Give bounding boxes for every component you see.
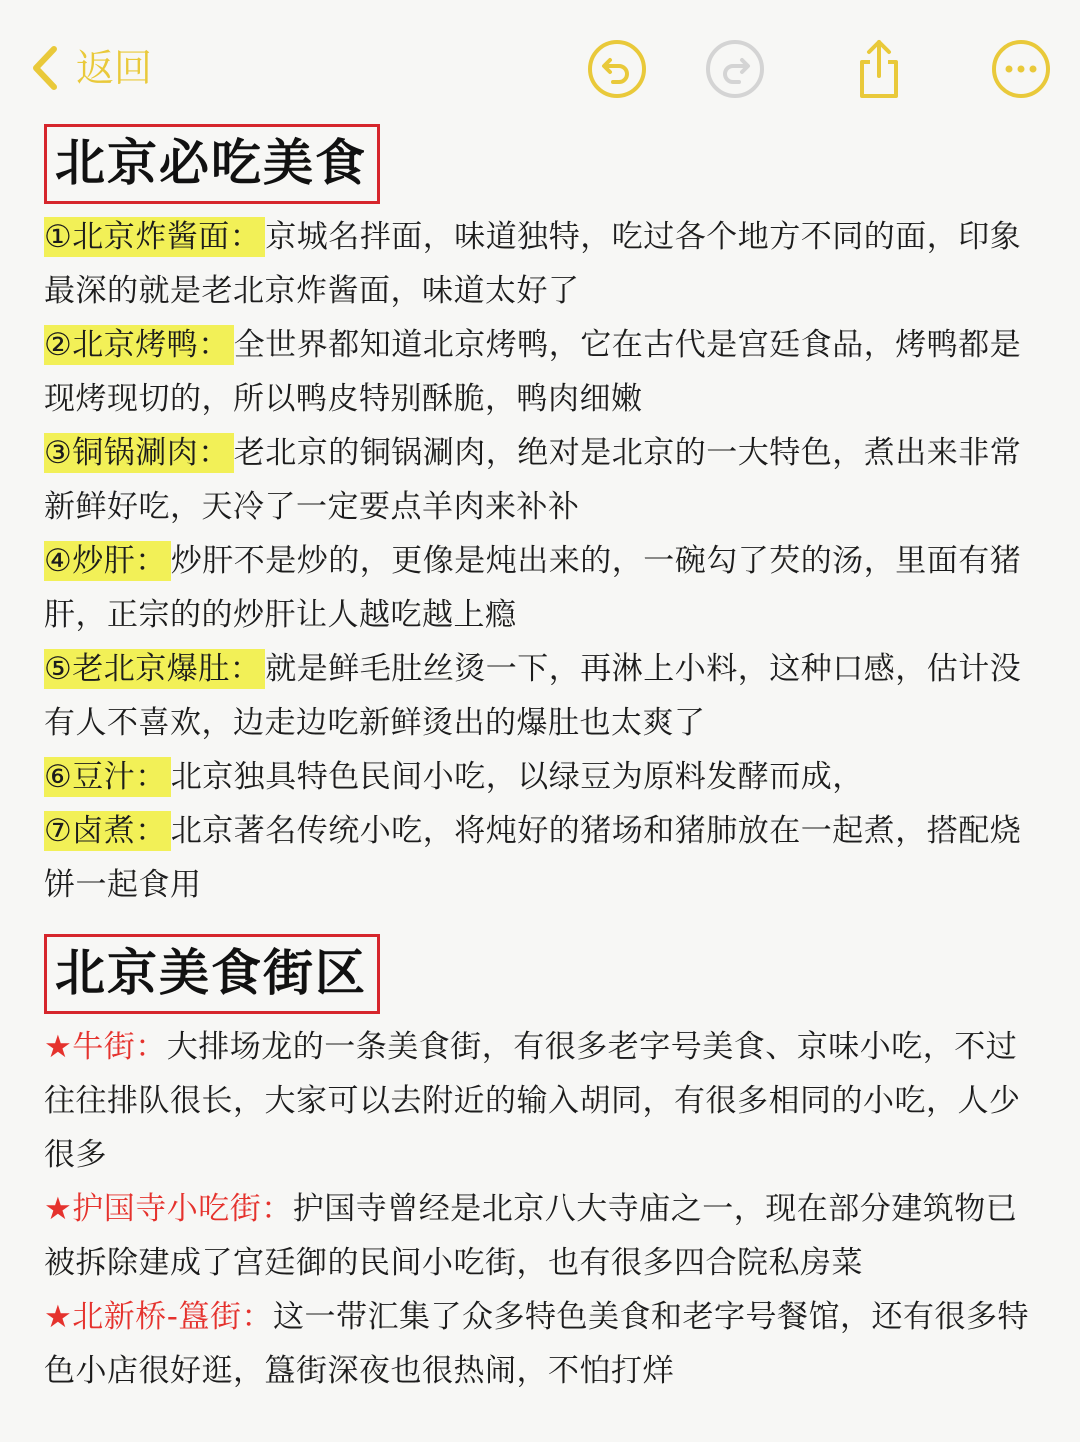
list-item xyxy=(44,1182,1044,1290)
list-item xyxy=(44,534,1044,642)
item-text: 炒肝不是炒的，更像是炖出来的，一碗勾了芡的汤，里面有猪肝，正宗的的炒肝让人越吃越上瘾 xyxy=(44,543,1022,633)
item-text: 北京著名传统小吃，将炖好的猪场和猪肺放在一起煮，搭配烧饼一起食用 xyxy=(44,813,1022,903)
list-item xyxy=(44,642,1044,750)
list-item xyxy=(44,318,1044,426)
item-label: ⑥豆汁： xyxy=(44,757,171,797)
item-text: 老北京的铜锅涮肉，绝对是北京的一大特色，煮出来非常新鲜好吃，天冷了一定要点羊肉来补补 xyxy=(44,435,1022,525)
food-streets-list xyxy=(44,1020,1044,1398)
item-label: ⑤老北京爆肚： xyxy=(44,649,265,689)
item-label: ④炒肝： xyxy=(44,541,171,581)
chevron-left-icon xyxy=(30,43,60,93)
list-item xyxy=(44,210,1044,318)
list-item xyxy=(44,750,1044,804)
list-item xyxy=(44,426,1044,534)
item-text: 京城名拌面，味道独特，吃过各个地方不同的面，印象最深的就是老北京炸酱面，味道太好了 xyxy=(44,219,1022,309)
item-text: 大排场龙的一条美食街，有很多老字号美食、京味小吃，不过往往排队很长，大家可以去附近的输入胡同，有很多相同的小吃，人少很多 xyxy=(44,1029,1021,1173)
list-item xyxy=(44,804,1044,912)
item-text: 这一带汇集了众多特色美食和老字号餐馆，还有很多特色小店很好逛，簋街深夜也很热闹，不怕打烊 xyxy=(44,1299,1029,1389)
more-button[interactable] xyxy=(990,38,1052,100)
share-icon xyxy=(848,38,910,100)
redo-icon xyxy=(704,38,766,100)
notes-toolbar xyxy=(0,0,1080,120)
must-eat-list xyxy=(44,210,1044,912)
item-label: ⑦卤煮： xyxy=(44,811,171,851)
item-label: ★护国寺小吃街： xyxy=(44,1191,293,1227)
more-icon xyxy=(990,38,1052,100)
item-label: ①北京炸酱面： xyxy=(44,217,265,257)
section-title-must-eat: 北京必吃美食 xyxy=(44,124,380,204)
section-title-food-streets: 北京美食街区 xyxy=(44,934,380,1014)
item-text: 全世界都知道北京烤鸭，它在古代是宫廷食品，烤鸭都是现烤现切的，所以鸭皮特别酥脆，鸭肉细嫩 xyxy=(44,327,1022,417)
share-button[interactable] xyxy=(848,38,910,100)
back-button[interactable] xyxy=(30,40,152,96)
undo-button[interactable] xyxy=(586,38,648,100)
note-body[interactable] xyxy=(44,124,1044,1398)
item-text: 北京独具特色民间小吃，以绿豆为原料发酵而成， xyxy=(170,759,864,795)
item-label: ②北京烤鸭： xyxy=(44,325,234,365)
item-label: ★北新桥-簋街： xyxy=(44,1299,273,1335)
list-item xyxy=(44,1290,1044,1398)
item-label: ★牛街： xyxy=(44,1029,167,1065)
undo-icon xyxy=(586,38,648,100)
list-item xyxy=(44,1020,1044,1182)
item-label: ③铜锅涮肉： xyxy=(44,433,234,473)
redo-button[interactable] xyxy=(704,38,766,100)
item-text: 就是鲜毛肚丝烫一下，再淋上小料，这种口感，估计没有人不喜欢，边走边吃新鲜烫出的爆肚也太爽了 xyxy=(44,651,1022,741)
back-label: 返回 xyxy=(76,46,153,90)
item-text: 护国寺曾经是北京八大寺庙之一，现在部分建筑物已被拆除建成了宫廷御的民间小吃街，也有很多四合院私房菜 xyxy=(44,1191,1018,1281)
